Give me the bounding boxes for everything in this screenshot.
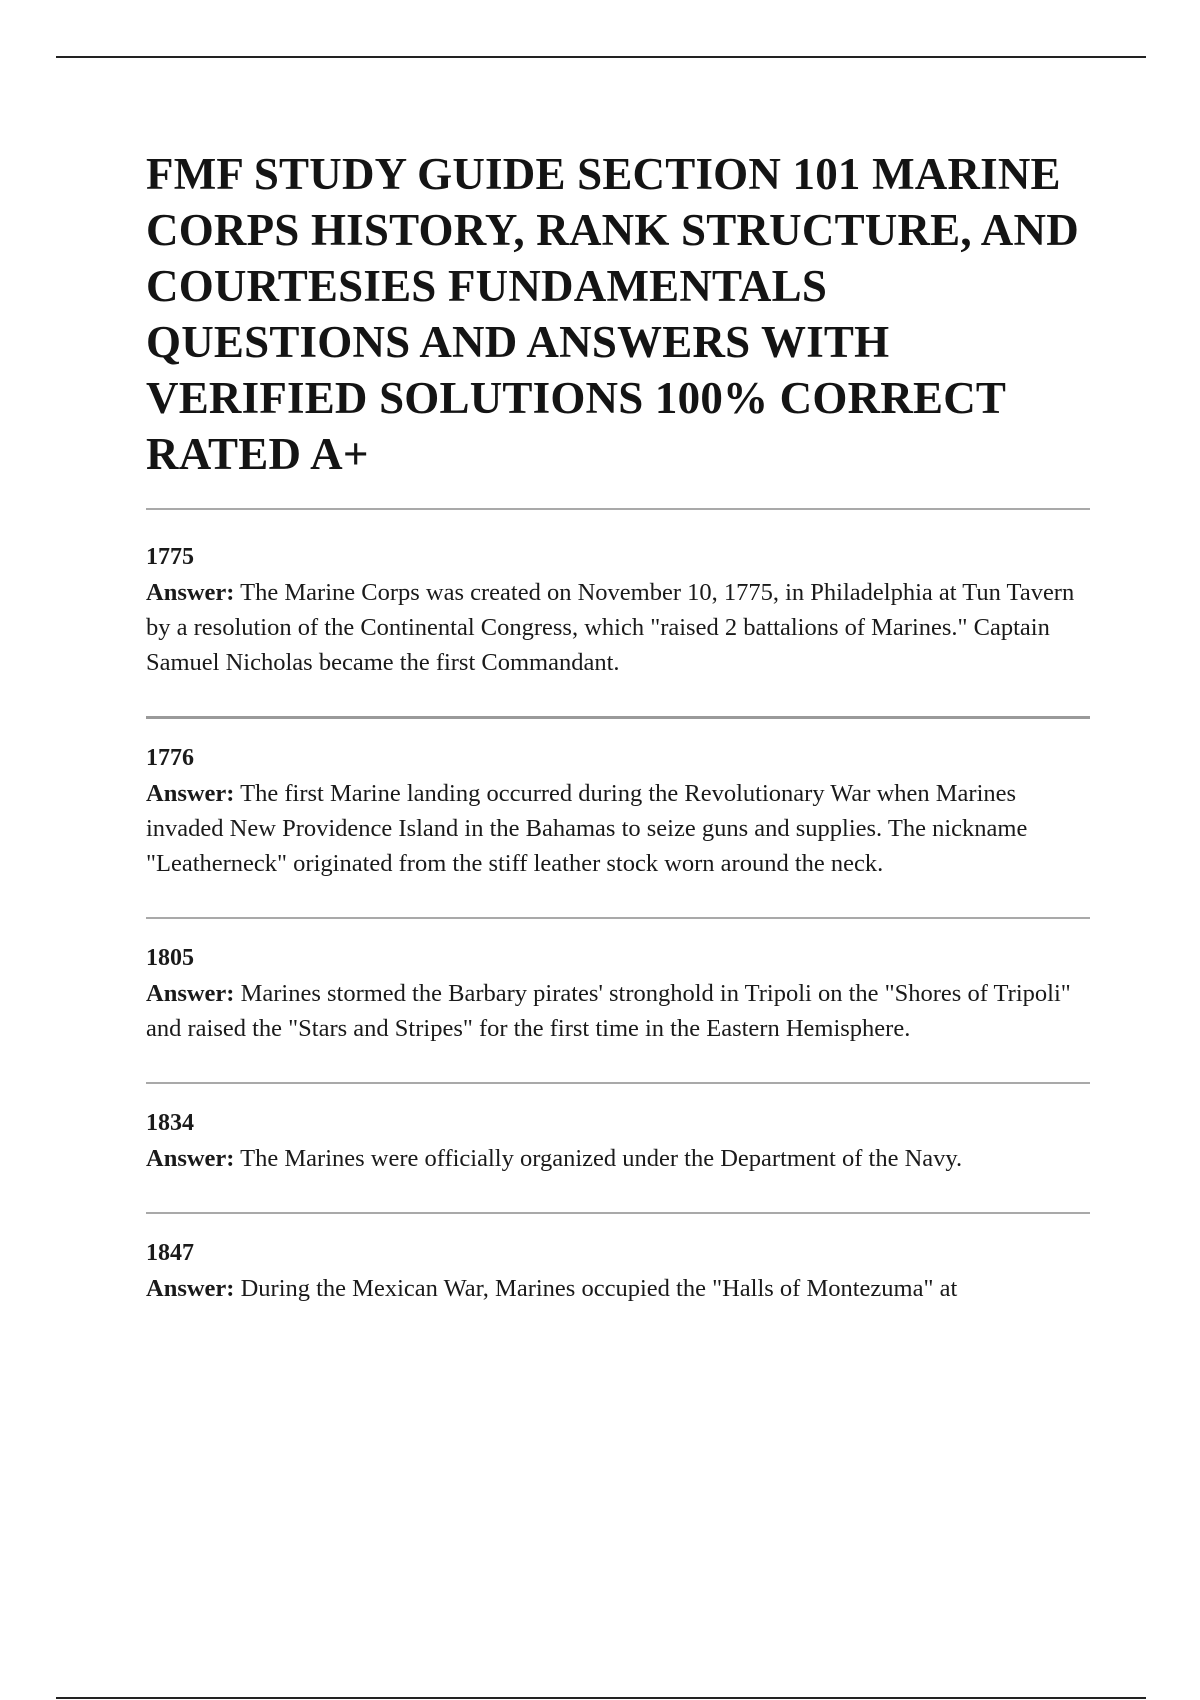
qa-answer — [146, 776, 1090, 881]
qa-question: 1834 — [146, 1110, 194, 1136]
answer-label: Answer: — [146, 579, 235, 606]
qa-answer — [146, 976, 1090, 1046]
qa-question: 1847 — [146, 1240, 194, 1266]
answer-text: The Marines were officially organized under the Department of the Navy. — [240, 1145, 963, 1172]
answer-label: Answer: — [146, 1275, 235, 1302]
answer-text: During the Mexican War, Marines occupied the "Halls of Montezuma" at — [240, 1275, 958, 1302]
qa-answer — [146, 575, 1090, 680]
qa-item-1805 — [146, 919, 1090, 1082]
qa-answer — [146, 1141, 1090, 1176]
qa-item-1776 — [146, 719, 1090, 917]
qa-item-1847 — [146, 1214, 1090, 1306]
answer-label: Answer: — [146, 780, 235, 807]
qa-answer — [146, 1271, 1090, 1306]
qa-item-1775 — [146, 518, 1090, 716]
answer-label: Answer: — [146, 1145, 235, 1172]
title-divider — [146, 508, 1090, 510]
qa-question: 1775 — [146, 544, 194, 570]
document-title: FMF STUDY GUIDE SECTION 101 MARINE CORPS HISTORY, RANK STRUCTURE, AND COURTESIES FUNDAMENTALS QUESTIONS AND ANSWERS WITH VERIFIED SOLUTIONS 100% CORRECT RATED A+ — [146, 149, 1079, 479]
document-content — [146, 146, 1090, 1306]
answer-text: Marines stormed the Barbary pirates' stronghold in Tripoli on the "Shores of Tripoli" and raised the "Stars and Stripes" for the first time in the Eastern Hemisphere. — [146, 980, 1071, 1042]
answer-text: The first Marine landing occurred during the Revolutionary War when Marines invaded New Providence Island in the Bahamas to seize guns and supplies. The nickname "Leatherneck" originated from the stiff leather stock worn around the neck. — [146, 780, 1028, 877]
answer-text: The Marine Corps was created on November 10, 1775, in Philadelphia at Tun Tavern by a resolution of the Continental Congress, which "raised 2 battalions of Marines." Captain Samuel Nicholas became the first Commandant. — [146, 579, 1075, 676]
page-bottom-rule — [56, 1697, 1146, 1699]
qa-item-1834 — [146, 1084, 1090, 1212]
qa-question: 1776 — [146, 745, 194, 771]
answer-label: Answer: — [146, 980, 235, 1007]
page-top-rule — [56, 56, 1146, 58]
qa-question: 1805 — [146, 945, 194, 971]
